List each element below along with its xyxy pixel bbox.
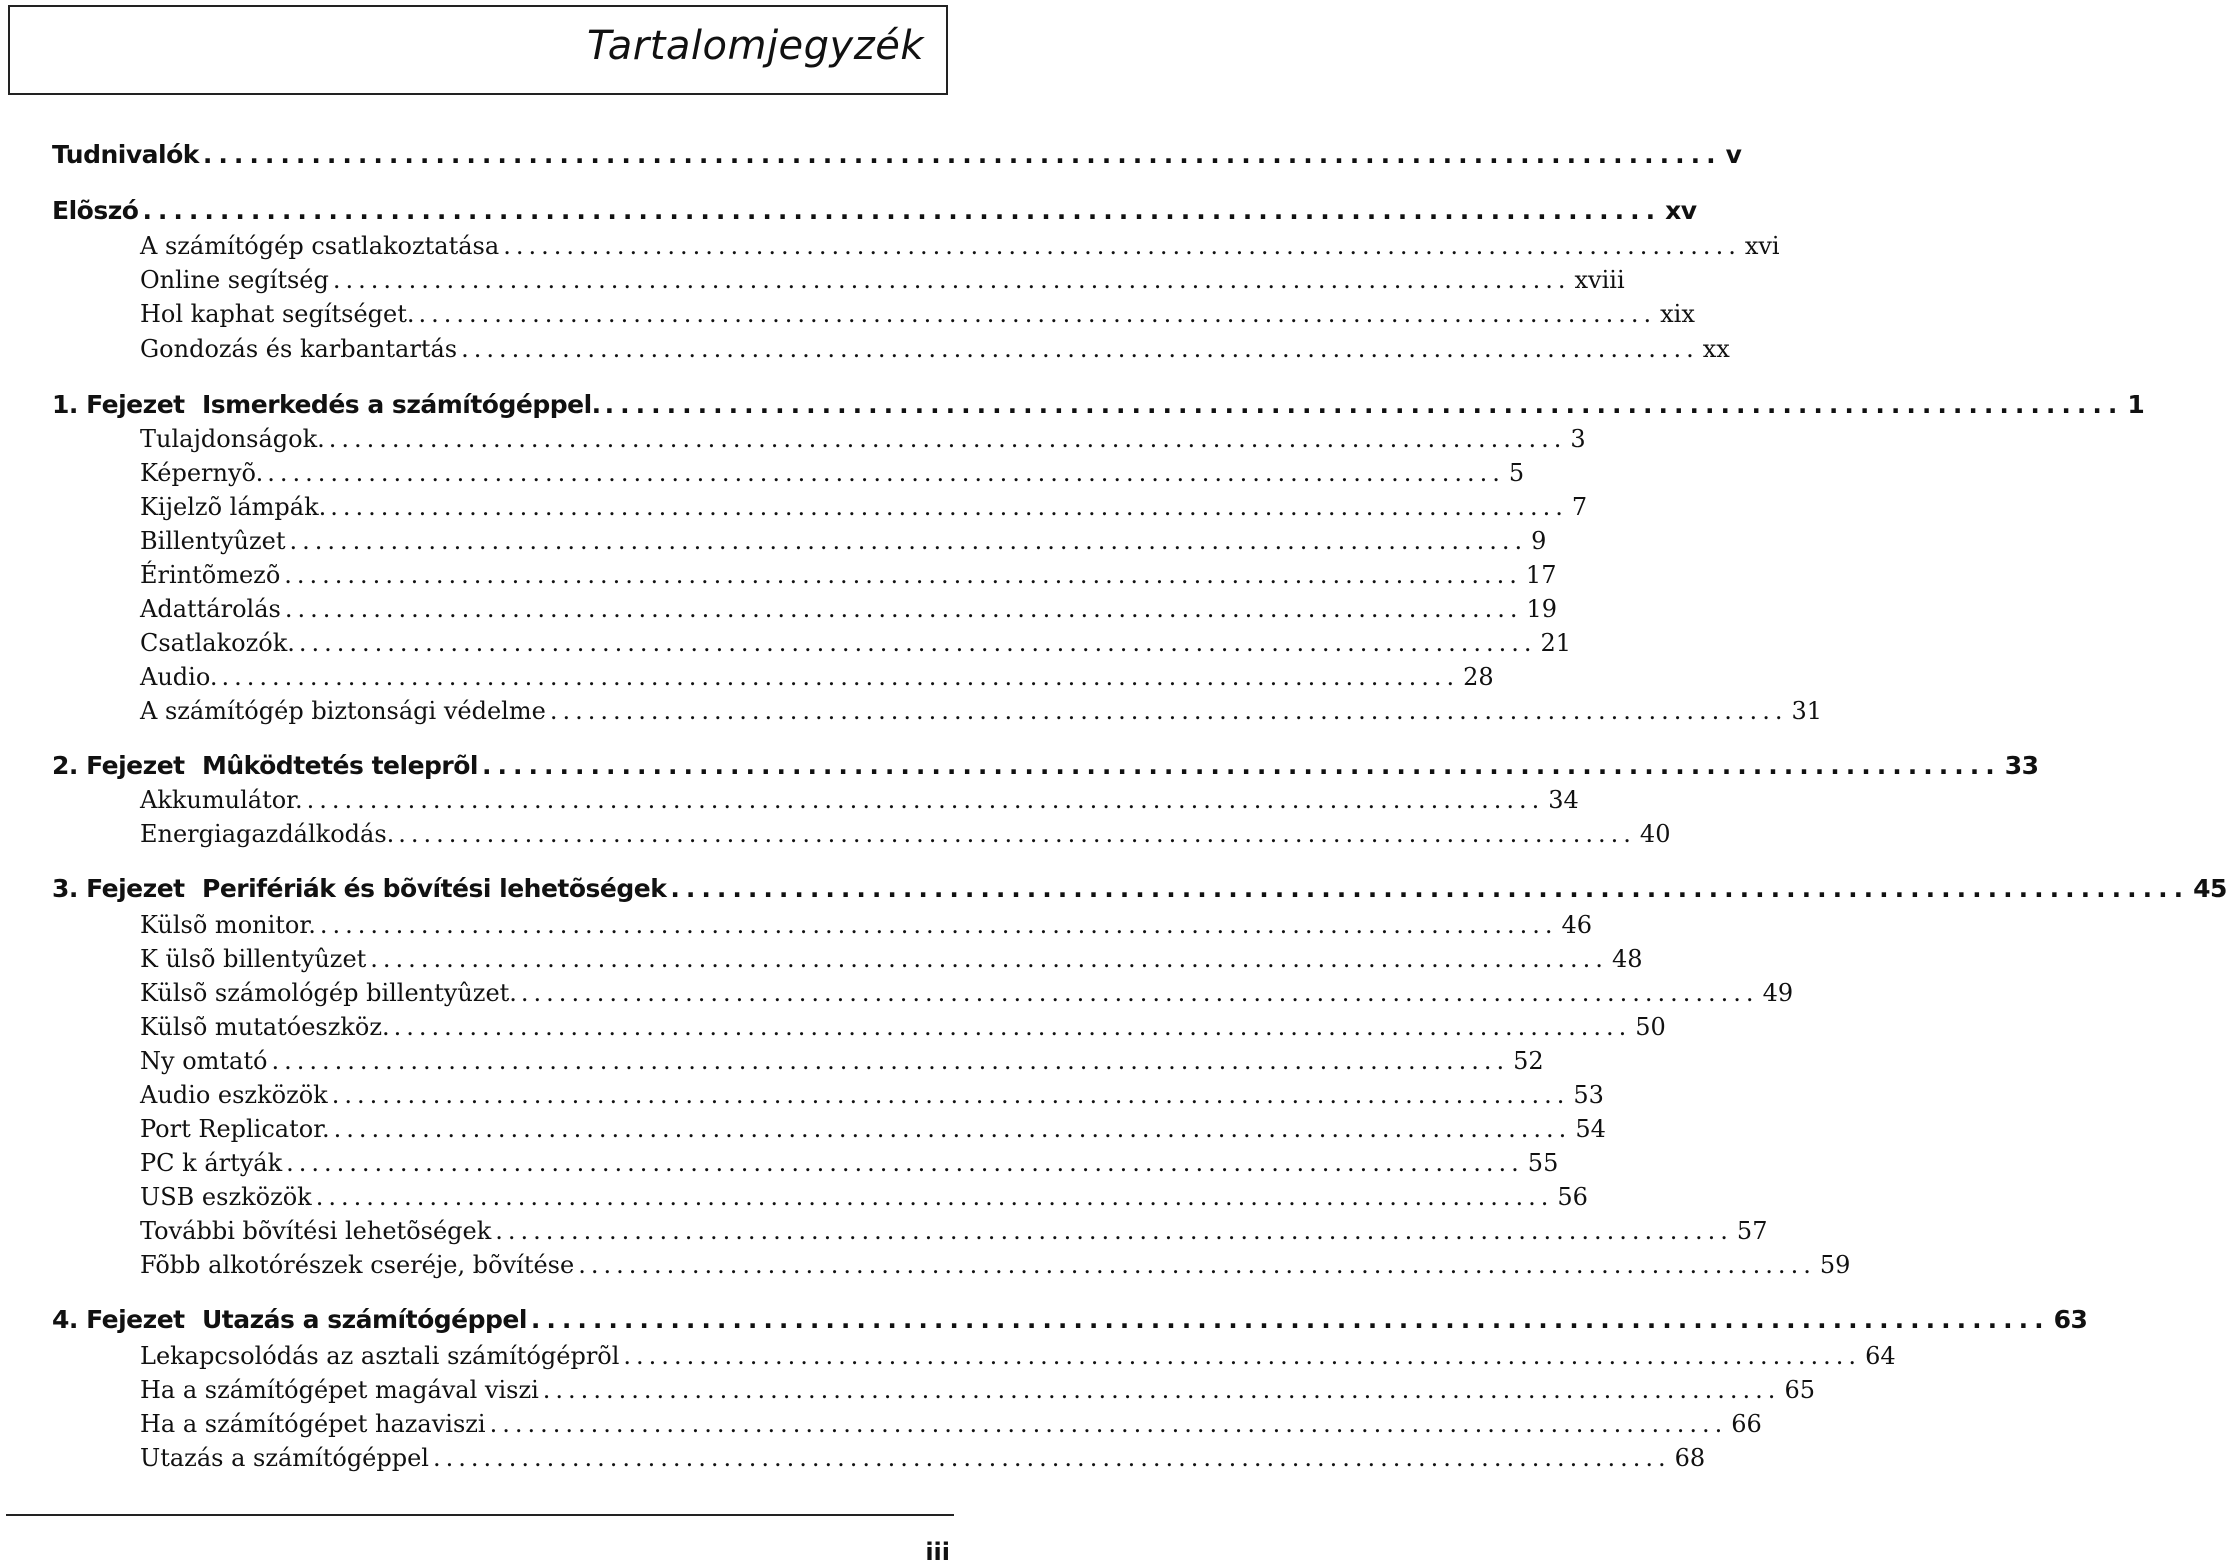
toc-entry-page: xv — [1665, 196, 1697, 225]
toc-entry-page: 63 — [2053, 1305, 2088, 1334]
dot-leader: .................................................................................................. — [284, 595, 1523, 623]
toc-entry-label: USB eszközök — [140, 1183, 312, 1211]
toc-entry[interactable] — [140, 1217, 1768, 1245]
toc-entry-label: Mûködtetés teleprõl — [202, 751, 478, 780]
toc-entry-label: Utazás a számítógéppel — [140, 1444, 429, 1472]
dot-leader: .................................................................................................. — [319, 911, 1558, 939]
toc-entry[interactable] — [140, 595, 1558, 623]
dot-leader: .................................................................................................. — [418, 300, 1657, 328]
toc-entry-label: Lekapcsolódás az asztali számítógéprõl — [140, 1342, 620, 1370]
toc-entry-label: Külsõ számológép billentyûzet. — [140, 979, 517, 1007]
toc-entry-label: Érintõmezõ — [140, 561, 281, 589]
page-title: Tartalomjegyzék — [587, 23, 924, 69]
toc-entry-page: 56 — [1557, 1183, 1588, 1211]
dot-leader: .................................................................................................. — [495, 1217, 1733, 1245]
dot-leader: .................................................................................................. — [306, 786, 1545, 814]
toc-entry-label: Ny omtató — [140, 1047, 268, 1075]
dot-leader: .................................................................................................. — [286, 1149, 1524, 1177]
toc-entry-label: Adattárolás — [140, 595, 281, 623]
dot-leader: .................................................................................................. — [333, 1115, 1572, 1143]
toc-entry[interactable] — [140, 1081, 1604, 1109]
toc-entry-label: A számítógép csatlakoztatása — [140, 232, 500, 260]
toc-entry-page: 9 — [1531, 527, 1547, 555]
toc-chapter-1[interactable] — [52, 390, 2145, 419]
toc-entry-page: 45 — [2193, 874, 2227, 903]
toc-entry-page: 21 — [1540, 629, 1572, 657]
dot-leader: .................................................................................................. — [332, 266, 1571, 294]
toc-entry-page: 1 — [2127, 390, 2145, 419]
toc-chapter-4[interactable] — [52, 1305, 2088, 1334]
toc-entry[interactable] — [140, 1047, 1544, 1075]
dot-leader: .................................................................................................. — [142, 196, 1662, 225]
toc-entry-label: Elõszó — [52, 196, 139, 225]
chapter-number: 1. Fejezet — [52, 390, 185, 419]
toc-entry[interactable] — [140, 266, 1625, 294]
toc-entry-eloszo[interactable] — [52, 196, 1697, 225]
dot-leader: .................................................................................................. — [328, 425, 1567, 453]
toc-entry-page: xvi — [1744, 232, 1780, 260]
toc-entry-label: További bõvítési lehetõségek — [140, 1217, 492, 1245]
title-box — [8, 5, 948, 95]
toc-entry-tudnivalok[interactable] — [52, 140, 1742, 169]
toc-entry-page: 17 — [1525, 561, 1557, 589]
toc-entry-page: 54 — [1575, 1115, 1606, 1143]
dot-leader: .................................................................................................. — [221, 663, 1460, 691]
toc-entry[interactable] — [140, 232, 1780, 260]
dot-leader: .................................................................................................. — [670, 874, 2190, 903]
toc-entry-page: xviii — [1574, 266, 1625, 294]
toc-entry-label: Ha a számítógépet hazaviszi — [140, 1410, 486, 1438]
chapter-number: 3. Fejezet — [52, 874, 185, 903]
toc-entry-page: 48 — [1611, 945, 1643, 973]
toc-entry-label: Gondozás és karbantartás — [140, 335, 458, 363]
toc-entry-page: 7 — [1571, 493, 1588, 521]
dot-leader: .................................................................................................. — [520, 979, 1759, 1007]
toc-entry-page: 40 — [1639, 820, 1671, 848]
toc-entry-page: 65 — [1784, 1376, 1815, 1404]
toc-entry-label: Port Replicator. — [140, 1115, 330, 1143]
toc-entry[interactable] — [140, 1376, 1815, 1404]
toc-entry-label: Energiagazdálkodás. — [140, 820, 395, 848]
toc-entry-page: 59 — [1819, 1251, 1851, 1279]
toc-entry[interactable] — [140, 561, 1557, 589]
toc-entry-page: 50 — [1635, 1013, 1666, 1041]
dot-leader: .................................................................................................. — [393, 1013, 1632, 1041]
toc-entry-page: 5 — [1508, 459, 1525, 487]
toc-entry[interactable] — [140, 786, 1579, 814]
toc-entry-page: 3 — [1570, 425, 1586, 453]
toc-entry-label: Kijelzõ lámpák. — [140, 493, 327, 521]
toc-entry-page: 49 — [1762, 979, 1794, 1007]
toc-entry-label: Hol kaphat segítséget. — [140, 300, 415, 328]
dot-leader: .................................................................................................. — [370, 945, 1608, 973]
dot-leader: .................................................................................................. — [398, 820, 1636, 848]
toc-entry-label: Tudnivalók — [52, 140, 199, 169]
toc-entry[interactable] — [140, 911, 1593, 939]
toc-entry[interactable] — [140, 1410, 1762, 1438]
toc-entry-label: Billentyûzet — [140, 527, 286, 555]
toc-entry-page: 28 — [1463, 663, 1494, 691]
toc-chapter-3[interactable] — [52, 874, 2227, 903]
toc-entry-label: Csatlakozók. — [140, 629, 295, 657]
dot-leader: .................................................................................................. — [330, 493, 1568, 521]
toc-entry[interactable] — [140, 1149, 1559, 1177]
toc-entry-label: Ismerkedés a számítógéppel. — [202, 390, 601, 419]
toc-entry-page: v — [1725, 140, 1742, 169]
toc-entry[interactable] — [140, 663, 1494, 691]
toc-entry[interactable] — [140, 425, 1586, 453]
toc-entry-label: Perifériák és bõvítési lehetõségek — [202, 874, 667, 903]
toc-chapter-2[interactable] — [52, 751, 2039, 780]
toc-entry-page: xx — [1702, 335, 1730, 363]
dot-leader: .................................................................................................. — [578, 1251, 1816, 1279]
toc-entry[interactable] — [140, 527, 1547, 555]
toc-entry[interactable] — [140, 979, 1794, 1007]
toc-entry-label: Külsõ mutatóeszköz. — [140, 1013, 390, 1041]
toc-entry-label: Ha a számítógépet magával viszi — [140, 1376, 539, 1404]
dot-leader: .................................................................................................. — [549, 697, 1788, 725]
toc-entry[interactable] — [140, 1183, 1588, 1211]
toc-entry-label: Audio eszközök — [140, 1081, 328, 1109]
dot-leader: .................................................................................................. — [604, 390, 2124, 419]
dot-leader: .................................................................................................. — [298, 629, 1537, 657]
toc-entry-label: Tulajdonságok. — [140, 425, 325, 453]
toc-entry-label: Akkumulátor. — [140, 786, 303, 814]
toc-entry-label: PC k ártyák — [140, 1149, 283, 1177]
toc-entry-label: Utazás a számítógéppel — [202, 1305, 527, 1334]
dot-leader: .................................................................................................. — [482, 751, 2001, 780]
dot-leader: .................................................................................................. — [432, 1444, 1671, 1472]
toc-entry[interactable] — [140, 459, 1525, 487]
toc-entry-page: xix — [1660, 300, 1695, 328]
toc-entry-label: K ülsõ billentyûzet — [140, 945, 367, 973]
toc-entry-label: Audio. — [140, 663, 218, 691]
dot-leader: .................................................................................................. — [530, 1305, 2050, 1334]
toc-entry[interactable] — [140, 1115, 1606, 1143]
toc-entry[interactable] — [140, 629, 1572, 657]
toc-entry[interactable] — [140, 1342, 1896, 1370]
toc-entry-page: 33 — [2004, 751, 2039, 780]
toc-entry-page: 19 — [1526, 595, 1558, 623]
dot-leader: .................................................................................................. — [542, 1376, 1781, 1404]
toc-entry-label: Fõbb alkotórészek cseréje, bõvítése — [140, 1251, 575, 1279]
toc-entry-page: 68 — [1674, 1444, 1706, 1472]
dot-leader: .................................................................................................. — [315, 1183, 1554, 1211]
dot-leader: .................................................................................................. — [331, 1081, 1570, 1109]
chapter-number: 2. Fejezet — [52, 751, 185, 780]
toc-entry[interactable] — [140, 300, 1695, 328]
toc-entry-page: 57 — [1736, 1217, 1768, 1245]
toc-entry[interactable] — [140, 1444, 1706, 1472]
dot-leader: .................................................................................................. — [461, 335, 1699, 363]
toc-entry[interactable] — [140, 697, 1822, 725]
toc-entry-page: 31 — [1791, 697, 1822, 725]
toc-entry-page: 34 — [1548, 786, 1579, 814]
toc-entry[interactable] — [140, 493, 1588, 521]
footer-rule — [6, 1514, 954, 1516]
dot-leader: .................................................................................................. — [267, 459, 1505, 487]
toc-entry-label: Online segítség — [140, 266, 329, 294]
toc-entry-label: A számítógép biztonsági védelme — [140, 697, 546, 725]
dot-leader: .................................................................................................. — [503, 232, 1741, 260]
dot-leader: .................................................................................................. — [623, 1342, 1862, 1370]
toc-entry-page: 52 — [1513, 1047, 1544, 1075]
toc-entry[interactable] — [140, 1013, 1666, 1041]
toc-entry-page: 53 — [1573, 1081, 1604, 1109]
dot-leader: .................................................................................................. — [284, 561, 1522, 589]
toc-entry-label: Külsõ monitor. — [140, 911, 316, 939]
dot-leader: .................................................................................................. — [202, 140, 1722, 169]
toc-entry[interactable] — [140, 820, 1671, 848]
toc-entry[interactable] — [140, 335, 1730, 363]
toc-entry-page: 55 — [1527, 1149, 1559, 1177]
dot-leader: .................................................................................................. — [289, 527, 1528, 555]
toc-entry[interactable] — [140, 945, 1643, 973]
toc-entry-page: 66 — [1731, 1410, 1762, 1438]
dot-leader: .................................................................................................. — [271, 1047, 1510, 1075]
dot-leader: .................................................................................................. — [489, 1410, 1728, 1438]
toc-entry-page: 46 — [1561, 911, 1593, 939]
toc-entry[interactable] — [140, 1251, 1851, 1279]
toc-entry-page: 64 — [1865, 1342, 1896, 1370]
chapter-number: 4. Fejezet — [52, 1305, 185, 1334]
toc-entry-label: Képernyõ. — [140, 459, 264, 487]
page-number: iii — [925, 1538, 950, 1566]
